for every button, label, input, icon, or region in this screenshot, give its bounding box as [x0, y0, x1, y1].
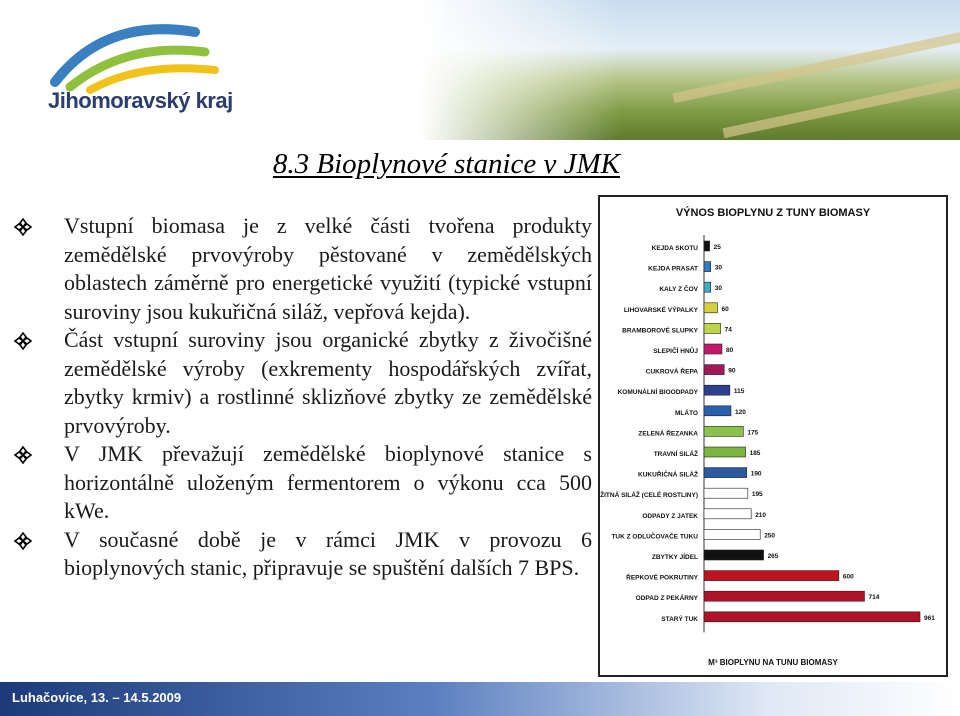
biogas-yield-chart	[598, 195, 948, 677]
bar	[704, 303, 717, 313]
field-stripe	[722, 62, 960, 138]
value-label: 30	[714, 285, 722, 293]
bar	[704, 447, 746, 457]
bullet-list	[12, 212, 592, 583]
bullet-text: Část vstupní suroviny jsou organické zbytky z živočišné zemědělské výroby (exkrementy hospodářských zvířat, zbytky krmiv) a rostlinné sklizňové zbytky ze zemědělské prvovýroby.	[64, 327, 592, 438]
bar	[704, 365, 724, 375]
category-label: ODPAD Z PEKÁRNY	[635, 595, 698, 603]
value-label: 90	[728, 367, 736, 375]
chart-plot	[600, 197, 946, 675]
category-label: MLÁTO	[675, 409, 698, 417]
bar	[704, 282, 711, 292]
value-label: 115	[733, 388, 745, 396]
value-label: 25	[713, 244, 721, 251]
value-label: 714	[868, 594, 880, 602]
value-label: 195	[751, 491, 763, 499]
category-label: ŘEPKOVÉ POKRUTINY	[626, 574, 698, 582]
slide-title: 8.3 Bioplynové stanice v JMK	[272, 148, 620, 180]
bar	[704, 262, 711, 272]
header-fade	[420, 0, 620, 140]
category-label: TRAVNÍ SILÁŽ	[653, 451, 698, 458]
category-label: KUKUŘIČNÁ SILÁŽ	[638, 471, 698, 479]
diamond-bullet-icon	[14, 332, 32, 350]
value-label: 30	[714, 264, 722, 272]
category-label: ZELENÁ ŘEZANKA	[638, 430, 698, 438]
bar	[704, 488, 748, 498]
value-label: 60	[721, 305, 729, 313]
bar	[704, 509, 751, 519]
category-label: CUKROVÁ ŘEPA	[645, 368, 698, 376]
category-label: SLEPIČÍ HNŮJ	[653, 348, 698, 355]
category-label: ODPADY Z JATEK	[642, 512, 698, 520]
category-label: BRAMBOROVÉ SLUPKY	[622, 327, 698, 335]
diamond-bullet-icon	[14, 532, 32, 550]
bar	[704, 529, 760, 539]
bar	[704, 323, 721, 333]
bar	[704, 426, 743, 436]
bullet-text: Vstupní biomasa je z velké části tvořena produkty zemědělské prvovýroby pěstované v zemědělských oblastech záměrně pro energetické využití (typické vstupní suroviny jsou kukuřičná siláž, vepřová kejda).	[64, 213, 592, 324]
header-photo	[420, 0, 960, 140]
value-label: 120	[734, 408, 746, 416]
diamond-bullet-icon	[14, 218, 32, 236]
value-label: 185	[749, 450, 761, 457]
bullet-text: V současné době je v rámci JMK v provozu 6 bioplynových stanic, připravuje se spuštění dalších 7 BPS.	[64, 526, 592, 580]
value-label: 265	[767, 553, 779, 560]
bar	[704, 241, 710, 251]
bar	[704, 612, 920, 622]
chart-title: VÝNOS BIOPLYNU Z TUNY BIOMASY	[675, 207, 871, 219]
value-label: 80	[725, 347, 734, 354]
value-label: 175	[747, 429, 759, 437]
category-label: KEJDA SKOTU	[651, 245, 698, 252]
category-label: LIHOVARSKÉ VÝPALKY	[623, 306, 698, 314]
diamond-bullet-icon	[14, 446, 32, 464]
bullet-item	[12, 440, 592, 526]
bar	[704, 591, 864, 601]
logo-text: Jihomoravský kraj	[48, 88, 233, 113]
bullet-item	[12, 212, 592, 326]
value-label: 961	[924, 614, 935, 622]
value-label: 190	[750, 470, 762, 478]
bullet-text: V JMK převažují zemědělské bioplynové stanice s horizontálně uloženým fermentorem o výkonu cca 500 kWe.	[64, 441, 592, 523]
x-axis-label: M³ BIOPLYNU NA TUNU BIOMASY	[708, 658, 838, 667]
bullet-item	[12, 526, 592, 583]
category-label: ZBYTKY JÍDEL	[651, 554, 698, 561]
category-label: KALY Z ČOV	[659, 286, 698, 294]
category-label: KOMUNÁLNÍ BIOODPADY	[617, 389, 698, 397]
value-label: 74	[724, 326, 732, 334]
bar	[704, 344, 722, 354]
bar	[704, 468, 747, 478]
value-label: 600	[842, 573, 854, 581]
bar	[704, 571, 839, 581]
category-label: STARÝ TUK	[661, 615, 698, 623]
category-label: KEJDA PRASAT	[648, 265, 698, 273]
bar	[704, 385, 730, 395]
bullet-item	[12, 326, 592, 440]
value-label: 210	[755, 511, 767, 519]
category-label: TUK Z ODLUČOVAČE TUKU	[611, 533, 698, 541]
footer-text: Luhačovice, 13. – 14.5.2009	[12, 690, 182, 705]
category-label: ŽITNÁ SILÁŽ (CELÉ ROSTLINY)	[600, 492, 698, 500]
bar	[704, 550, 764, 560]
value-label: 250	[764, 532, 776, 540]
bar	[704, 406, 731, 416]
